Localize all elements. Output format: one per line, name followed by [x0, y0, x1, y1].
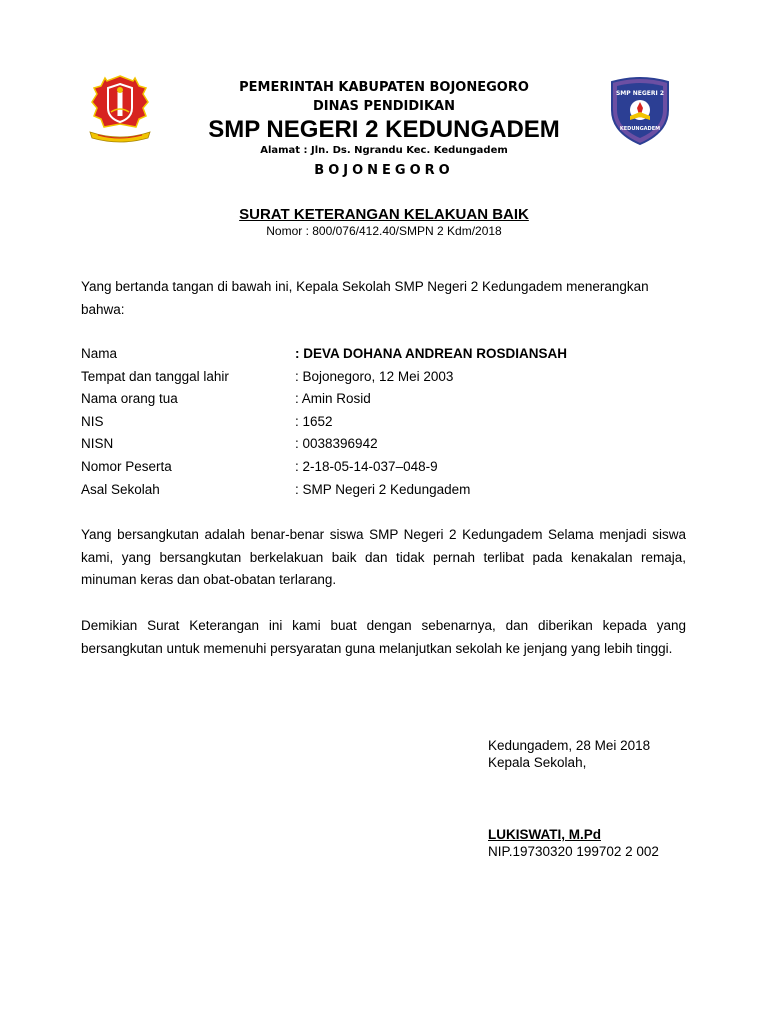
detail-label: Nomor Peserta [81, 458, 172, 474]
school-address: Alamat : Jln. Ds. Ngrandu Kec. Kedungadem [260, 145, 508, 156]
body-paragraph: Yang bersangkutan adalah benar-benar siswa SMP Negeri 2 Kedungadem Selama menjadi siswa kami, yang bersangkutan berkelakuan baik dan tidak pernah terlibat pada kenakalan remaja, minuman keras dan obat-obatan terlarang. [81, 527, 686, 588]
signatory-name: LUKISWATI, M.Pd [488, 827, 601, 842]
detail-value: : Bojonegoro, 12 Mei 2003 [295, 368, 454, 384]
signatory-nip: NIP.19730320 199702 2 002 [488, 844, 659, 859]
detail-row-exam-number [81, 456, 686, 479]
detail-label: Nama [81, 346, 118, 361]
detail-value: : 0038396942 [295, 436, 378, 452]
detail-label: Asal Sekolah [81, 481, 160, 497]
detail-row-nis [81, 411, 686, 434]
detail-label: Tempat dan tanggal lahir [81, 368, 229, 384]
emblem-top-text: SMP NEGERI 2 [615, 90, 665, 97]
detail-value: : 2-18-05-14-037–048-9 [295, 458, 438, 474]
signature-header [488, 737, 728, 771]
signature-position: Kepala Sekolah, [488, 755, 587, 770]
emblem-bottom-text: KEDUNGADEM [619, 126, 661, 132]
school-shield-emblem-icon [608, 76, 672, 146]
detail-value: : SMP Negeri 2 Kedungadem [295, 481, 471, 497]
government-line: PEMERINTAH KABUPATEN BOJONEGORO [239, 80, 529, 95]
detail-row-parent [81, 388, 686, 411]
department-line: DINAS PENDIDIKAN [312, 99, 456, 114]
document-number: Nomor : 800/076/412.40/SMPN 2 Kdm/2018 [266, 224, 502, 238]
detail-row-school [81, 479, 686, 502]
school-name: SMP NEGERI 2 KEDUNGADEM [208, 116, 560, 143]
detail-value: : 1652 [295, 413, 333, 429]
student-details [81, 343, 686, 501]
detail-label: Nama orang tua [81, 391, 178, 407]
signature-footer [488, 826, 728, 860]
closing-paragraph: Demikian Surat Keterangan ini kami buat dengan sebenarnya, dan diberikan kepada yang bersangkutan untuk memenuhi persyaratan guna melanjutkan sekolah ke jenjang yang lebih tinggi. [81, 618, 686, 656]
letterhead-text [160, 78, 608, 182]
city-name: BOJONEGORO [314, 163, 454, 178]
document-title-block [160, 206, 608, 238]
detail-value: : DEVA DOHANA ANDREAN ROSDIANSAH [295, 346, 568, 361]
bojonegoro-regency-crest-icon [84, 72, 156, 144]
detail-label: NISN [81, 436, 114, 452]
detail-row-name [81, 343, 686, 366]
detail-value: : Amin Rosid [295, 391, 371, 407]
document-title: SURAT KETERANGAN KELAKUAN BAIK [239, 206, 529, 223]
detail-row-birth [81, 366, 686, 389]
signature-place-date: Kedungadem, 28 Mei 2018 [488, 738, 651, 753]
detail-label: NIS [81, 413, 104, 429]
detail-row-nisn [81, 433, 686, 456]
letterhead [0, 0, 768, 190]
intro-paragraph: Yang bertanda tangan di bawah ini, Kepala Sekolah SMP Negeri 2 Kedungadem menerangkan bahwa: [81, 279, 649, 317]
